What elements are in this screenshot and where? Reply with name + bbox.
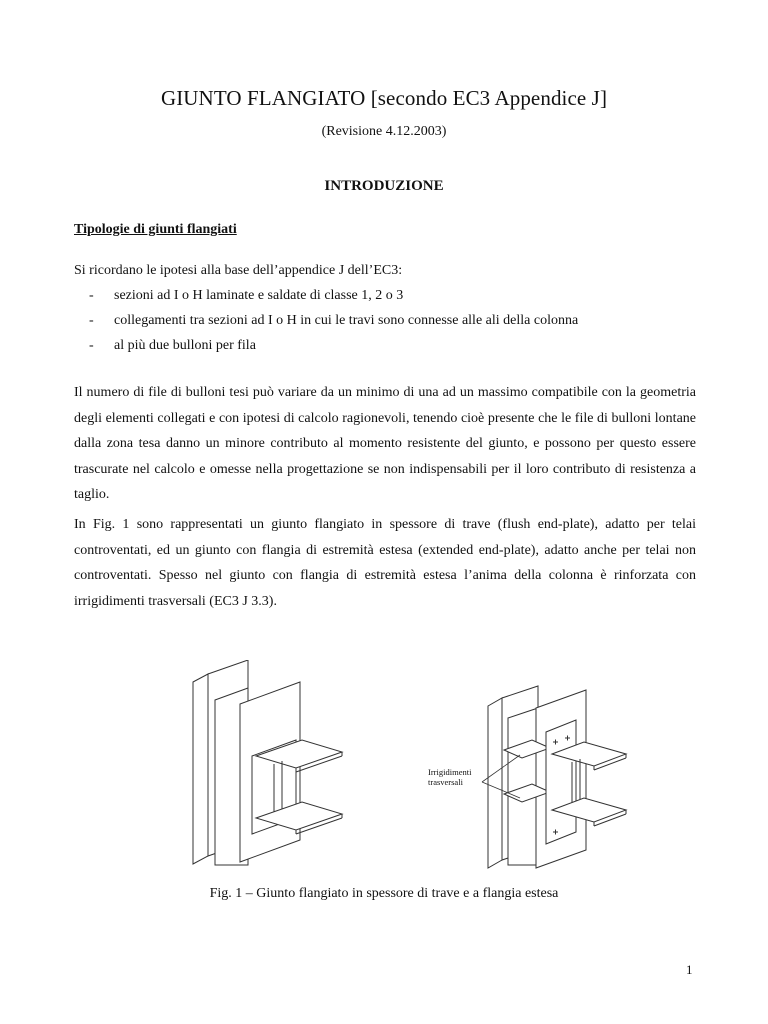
section-heading: INTRODUZIONE xyxy=(324,178,444,194)
bullet-marker: - xyxy=(89,288,94,303)
list-item xyxy=(74,337,714,362)
page-number: 1 xyxy=(686,962,693,977)
paragraph-bolt-rows: Il numero di file di bulloni tesi può variare da un minimo di una ad un massimo compatibile con la geometria degli elementi collegati e con ipotesi di calcolo ragionevoli, tenendo cioè presente che le file di bulloni lontane dalla zona tesa danno un minore contributo al momento resistente del giunto, e possono per questo essere trascurate nel calcolo e omesse nella progettazione se non indispensabili per il loro contributo di resistenza a taglio. xyxy=(74,385,696,503)
list-item-text: al più due bulloni per fila xyxy=(114,338,256,353)
flush-end-plate-drawing xyxy=(193,660,342,865)
list-item xyxy=(74,312,714,337)
hypotheses-list xyxy=(74,287,714,362)
figure-label-transverse: trasversali xyxy=(428,777,463,787)
list-item-text: collegamenti tra sezioni ad I o H in cui le travi sono connesse alle ali della colonna xyxy=(114,313,579,328)
figure-caption: Fig. 1 – Giunto flangiato in spessore di trave e a flangia estesa xyxy=(209,886,559,901)
figure-label-stiffeners: Irrigidimenti xyxy=(428,767,472,777)
document-title: GIUNTO FLANGIATO [secondo EC3 Appendice J] xyxy=(160,86,608,110)
subheading: Tipologie di giunti flangiati xyxy=(74,222,237,237)
bullet-marker: - xyxy=(89,313,94,328)
revision-note: (Revisione 4.12.2003) xyxy=(321,124,447,139)
figure-joint-drawings xyxy=(190,660,640,870)
bullet-marker: - xyxy=(89,338,94,353)
extended-end-plate-drawing xyxy=(482,686,626,868)
list-item xyxy=(74,287,714,312)
paragraph-figure-description: In Fig. 1 sono rappresentati un giunto flangiato in spessore di trave (flush end-plate), adatto per telai controventati, ed un giunto con flangia di estremità estesa (extended end-plate), adatto anche per telai non controventati. Spesso nel giunto con flangia di estremità estesa l’anima della colonna è rinforzata con irrigidimenti trasversali (EC3 J 3.3). xyxy=(74,517,696,609)
intro-sentence: Si ricordano le ipotesi alla base dell’appendice J dell’EC3: xyxy=(74,263,403,278)
list-item-text: sezioni ad I o H laminate e saldate di classe 1, 2 o 3 xyxy=(114,288,404,303)
